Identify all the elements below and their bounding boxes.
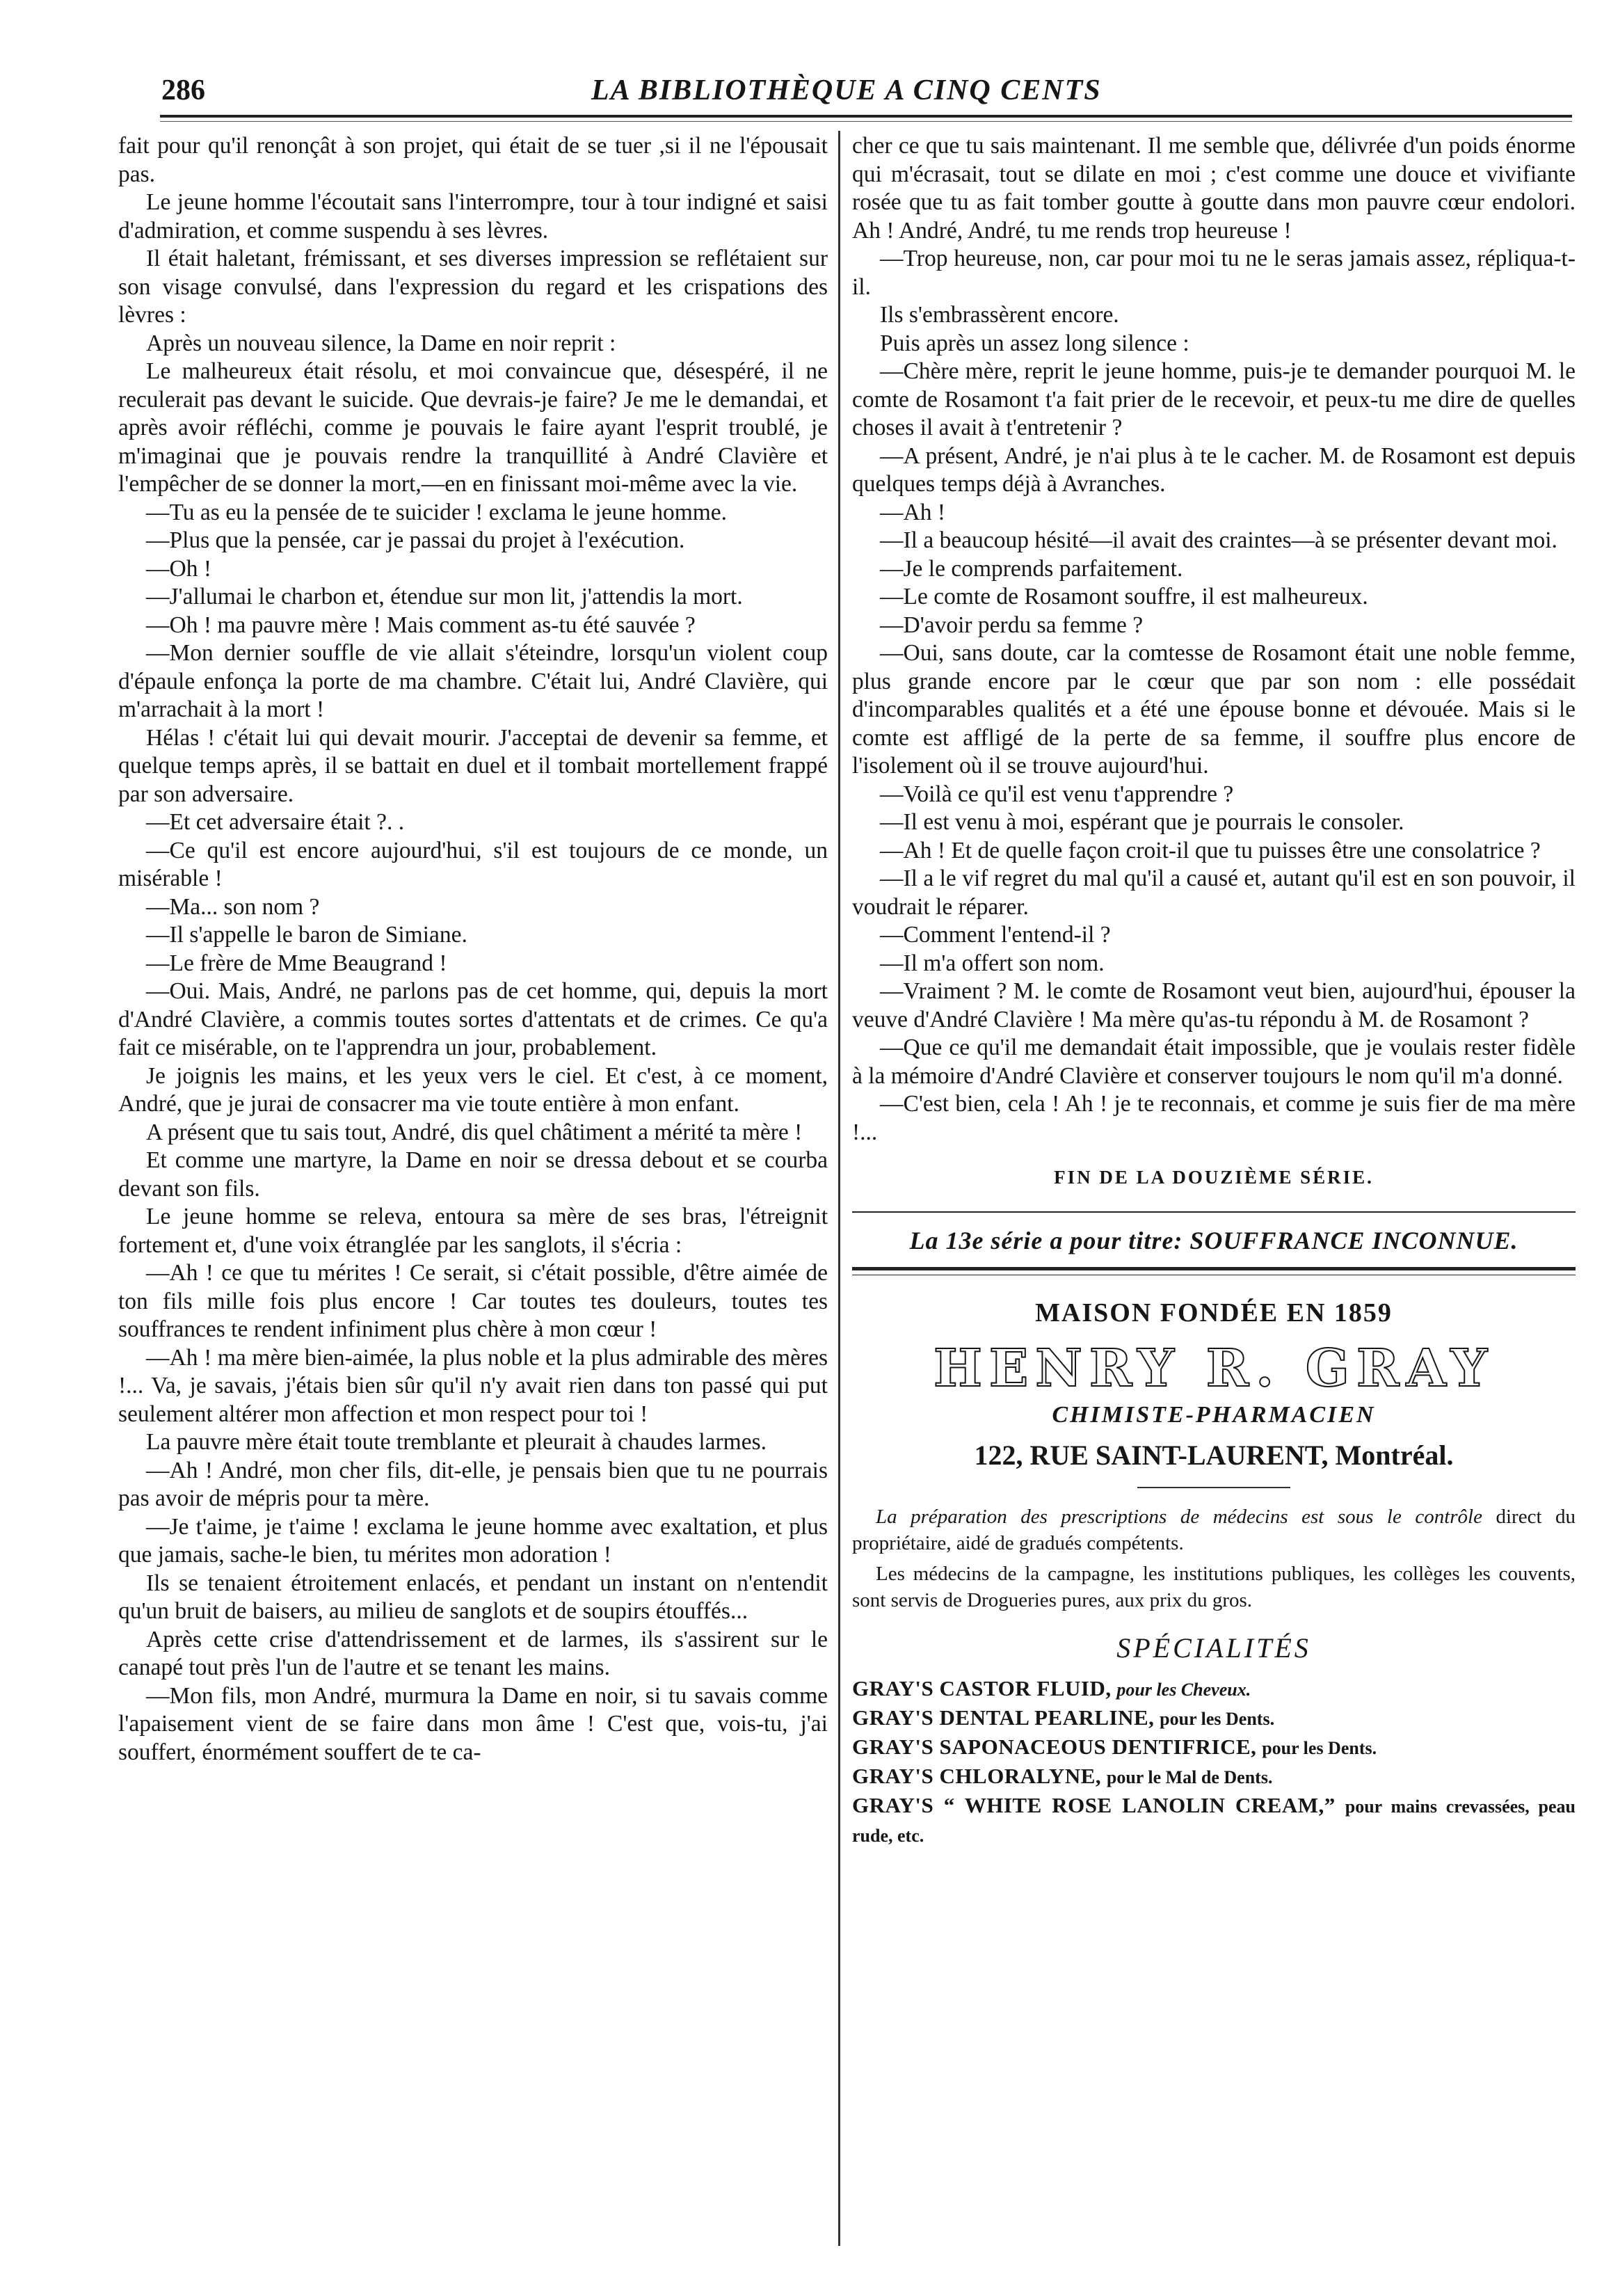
ad-specialty-desc: pour les Dents. — [1160, 1709, 1275, 1729]
paragraph: —Et cet adversaire était ?. . — [146, 809, 405, 835]
paragraph: —Il s'appelle le baron de Simiane. — [146, 922, 467, 948]
paragraph: Je joignis les mains, et les yeux vers le ciel. Et c'est, à ce moment, André, que je jurai de consacrer ma vie toute entière à mon enfant. — [118, 1062, 828, 1117]
paragraph: —Il m'a offert son nom. — [880, 950, 1105, 976]
running-title: LA BIBLIOTHÈQUE A CINQ CENTS — [591, 74, 1102, 106]
ad-specialty-name: GRAY'S “ WHITE ROSE LANOLIN CREAM,” — [852, 1793, 1336, 1817]
paragraph: —Ah ! ma mère bien-aimée, la plus noble et la plus admirable des mères !... Va, je savais, j'étais bien sûr qu'il n'y avait rien dans ton passé qui put seulement altérer mon affection et mon respect pour toi ! — [118, 1344, 828, 1427]
paragraph: —Le comte de Rosamont souffre, il est malheureux. — [880, 584, 1368, 609]
paragraph: —Ah ! ce que tu mérites ! Ce serait, si c'était possible, d'être aimée de ton fils mille fois plus encore ! Car toutes tes douleurs, toutes tes souffrances te rendent infiniment plus chère à mon cœur ! — [118, 1260, 828, 1342]
paragraph: —Comment l'entend-il ? — [880, 922, 1111, 948]
paragraph: —Il est venu à moi, espérant que je pourrais le consoler. — [880, 809, 1404, 835]
paragraph: —Trop heureuse, non, car pour moi tu ne le seras jamais assez, répliqua-t-il. — [852, 246, 1576, 300]
ad-specialty-desc: pour mains crevassées, peau rude, etc. — [852, 1796, 1576, 1846]
paragraph: —Chère mère, reprit le jeune homme, puis-je te demander pourquoi M. le comte de Rosamont t'a fait prier de le recevoir, et peux-tu me dire de quelles choses il avait à t'entretenir ? — [852, 358, 1576, 440]
paragraph: Le malheureux était résolu, et moi convaincue que, désespéré, il ne reculerait pas devant le suicide. Que devrais-je faire? Je me le demandai, et après avoir réfléchi, comme je pouvais le faire ayant l'esprit troublé, je m'imaginai que je pouvais rendre la tranquillité à André Clavière et l'empêcher de se donner la mort,—en en finissant moi-même avec la vie. — [118, 358, 828, 497]
page-number: 286 — [161, 74, 205, 106]
ad-divider — [1137, 1487, 1290, 1488]
paragraph: —Oui. Mais, André, ne parlons pas de cet homme, qui, depuis la mort d'André Clavière, a commis toutes sortes d'attentats et de crimes. Ce qu'a fait ce misérable, on te l'apprendra un jour, probablement. — [118, 978, 828, 1060]
paragraph: —D'avoir perdu sa femme ? — [880, 612, 1144, 638]
paragraph: —Voilà ce qu'il est venu t'apprendre ? — [880, 781, 1234, 807]
ad-paragraph-1-italic: La préparation des prescriptions de médecins est sous le contrôle — [876, 1505, 1482, 1528]
paragraph: —Oh ! ma pauvre mère ! Mais comment as-tu été sauvée ? — [146, 612, 696, 638]
ad-specialty-desc: pour le Mal de Dents. — [1106, 1767, 1273, 1787]
ad-specialty-desc: pour les Cheveux. — [1116, 1680, 1251, 1700]
paragraph: —Que ce qu'il me demandait était impossible, que je voulais rester fidèle à la mémoire d'André Clavière et conserver toujours le nom qu'il m'a donné. — [852, 1035, 1576, 1089]
paragraph: Et comme une martyre, la Dame en noir se dressa debout et se courba devant son fils. — [118, 1147, 828, 1202]
ad-paragraph-2: Les médecins de la campagne, les institutions publiques, les collèges les couvents, sont servis de Drogueries pures, aux prix du gros. — [852, 1562, 1576, 1611]
paragraph: Il était haletant, frémissant, et ses diverses impression se reflétaient sur son visage convulsé, dans l'expression du regard et les crispations des lèvres : — [118, 246, 828, 328]
paragraph: —Il a le vif regret du mal qu'il a causé et, autant qu'il est en son pouvoir, il voudrait le réparer. — [852, 866, 1576, 920]
ad-address: 122, RUE SAINT-LAURENT, Montréal. — [974, 1440, 1454, 1471]
separator-rule — [852, 1211, 1576, 1213]
ad-founded-line: MAISON FONDÉE EN 1859 — [1035, 1298, 1393, 1328]
right-column — [852, 132, 1576, 1850]
paragraph: —Ah ! Et de quelle façon croit-il que tu puisses être une consolatrice ? — [880, 837, 1541, 863]
paragraph: —Je t'aime, je t'aime ! exclama le jeune homme avec exaltation, et plus que jamais, sache-le bien, tu mérites mon adoration ! — [118, 1513, 828, 1568]
separator-rule-thick — [852, 1267, 1576, 1270]
ad-specialty-item — [852, 1704, 1576, 1733]
paragraph: —Ma... son nom ? — [146, 893, 320, 920]
ad-brand-name: HENRY R. GRAY — [933, 1338, 1495, 1398]
paragraph: Hélas ! c'était lui qui devait mourir. J'acceptai de devenir sa femme, et quelque temps après, il se battait en duel et il tombait mortellement frappé par son adversaire. — [118, 724, 828, 807]
paragraph: Après un nouveau silence, la Dame en noir reprit : — [146, 330, 616, 356]
paragraph: —Le frère de Mme Beaugrand ! — [146, 950, 447, 976]
paragraph: —Je le comprends parfaitement. — [880, 555, 1183, 582]
ad-specialty-desc: pour les Dents. — [1262, 1738, 1377, 1758]
paragraph: Le jeune homme l'écoutait sans l'interrompre, tour à tour indigné et saisi d'admiration, et comme suspendu à ses lèvres. — [118, 189, 828, 244]
ad-description — [852, 1504, 1576, 1613]
paragraph: A présent que tu sais tout, André, dis quel châtiment a mérité ta mère ! — [146, 1119, 803, 1145]
paragraph: Ils s'embrassèrent encore. — [880, 302, 1119, 328]
paragraph: fait pour qu'il renonçât à son projet, qui était de se tuer ,si il ne l'épousait pas. — [118, 133, 828, 187]
column-divider — [838, 131, 840, 2246]
paragraph: —Ah ! — [880, 499, 945, 525]
paragraph: cher ce que tu sais maintenant. Il me semble que, délivrée d'un poids énorme qui m'écrasait, tout se dilate en moi ; c'est comme une douce et vivifiante rosée que tu as fait tomber goutte à goutte dans mon pauvre cœur endolori. Ah ! André, André, tu me rends trop heureuse ! — [852, 133, 1576, 244]
paragraph: La pauvre mère était toute tremblante et pleurait à chaudes larmes. — [146, 1429, 767, 1455]
ad-specialty-name: GRAY'S CHLORALYNE, — [852, 1764, 1102, 1788]
ad-specialty-item — [852, 1733, 1576, 1762]
header-rule-thin — [160, 121, 1572, 122]
paragraph: —Oui, sans doute, car la comtesse de Rosamont était une noble femme, plus grande encore par le cœur que par son nom : elle possédait d'incomparables qualités et a été une épouse bonne et dévouée. Mais si le comte est affligé de la perte de sa femme, il souffre plus encore de l'isolement où il se trouve aujourd'hui. — [852, 640, 1576, 779]
paragraph: —Ah ! André, mon cher fils, dit-elle, je pensais bien que tu ne pourrais pas avoir de mépris pour ta mère. — [118, 1457, 828, 1511]
paragraph: —Tu as eu la pensée de te suicider ! exclama le jeune homme. — [146, 499, 728, 525]
ad-paragraph-1 — [852, 1504, 1576, 1556]
ad-specialties-list — [852, 1675, 1576, 1850]
paragraph: —Mon fils, mon André, murmura la Dame en noir, si tu savais comme l'apaisement vient de se faire dans mon âme ! C'est que, vois-tu, j'ai souffert, énormément souffert de te ca- — [118, 1682, 828, 1765]
paragraph: Puis après un assez long silence : — [880, 330, 1189, 356]
paragraph: Ils se tenaient étroitement enlacés, et pendant un instant on n'entendit qu'un bruit de baisers, au milieu de sanglots et de soupirs étouffés... — [118, 1570, 828, 1624]
ad-specialties-title: SPÉCIALITÉS — [1116, 1632, 1311, 1664]
right-column-text — [852, 132, 1576, 1147]
paragraph: Après cette crise d'attendrissement et de larmes, ils s'assirent sur le canapé tout près l'un de l'autre et se tenant les mains. — [118, 1626, 828, 1680]
paragraph: —Plus que la pensée, car je passai du projet à l'exécution. — [146, 527, 685, 553]
ad-specialty-item — [852, 1762, 1576, 1792]
ad-subtitle: CHIMISTE-PHARMACIEN — [1052, 1401, 1376, 1428]
paragraph: —Ce qu'il est encore aujourd'hui, s'il est toujours de ce monde, un misérable ! — [118, 837, 828, 891]
end-of-series-note: FIN DE LA DOUZIÈME SÉRIE. — [1054, 1167, 1374, 1188]
left-column — [118, 132, 828, 1767]
advertisement — [852, 1299, 1576, 1850]
paragraph: —Il a beaucoup hésité—il avait des craintes—à se présenter devant moi. — [880, 527, 1557, 553]
ad-specialty-name: GRAY'S CASTOR FLUID, — [852, 1676, 1112, 1700]
paragraph: —C'est bien, cela ! Ah ! je te reconnais, et comme je suis fier de ma mère !... — [852, 1091, 1576, 1145]
ad-specialty-item — [852, 1792, 1576, 1850]
paragraph: —Oh ! — [146, 555, 211, 582]
next-series-announcement: La 13e série a pour titre: SOUFFRANCE INCONNUE. — [909, 1226, 1518, 1254]
paragraph: —Vraiment ? M. le comte de Rosamont veut bien, aujourd'hui, épouser la veuve d'André Clavière ! Ma mère qu'as-tu répondu à M. de Rosamont ? — [852, 978, 1576, 1033]
paragraph: —Mon dernier souffle de vie allait s'éteindre, lorsqu'un violent coup d'épaule enfonça la porte de ma chambre. C'était lui, André Clavière, qui m'arrachait à la mort ! — [118, 640, 828, 722]
ad-specialty-item — [852, 1675, 1576, 1704]
paragraph: —J'allumai le charbon et, étendue sur mon lit, j'attendis la mort. — [146, 584, 743, 609]
ad-specialty-name: GRAY'S DENTAL PEARLINE, — [852, 1705, 1155, 1730]
ad-specialty-name: GRAY'S SAPONACEOUS DENTIFRICE, — [852, 1735, 1257, 1759]
paragraph: Le jeune homme se releva, entoura sa mère de ses bras, l'étreignit fortement et, d'une voix étranglée par les sanglots, il s'écria : — [118, 1204, 828, 1258]
ad-paragraph-1-rest: direct du propriétaire, aidé de gradués compétents. — [852, 1505, 1576, 1554]
paragraph: —A présent, André, je n'ai plus à te le cacher. M. de Rosamont est depuis quelques temps déjà à Avranches. — [852, 443, 1576, 497]
header-rule — [160, 115, 1572, 118]
